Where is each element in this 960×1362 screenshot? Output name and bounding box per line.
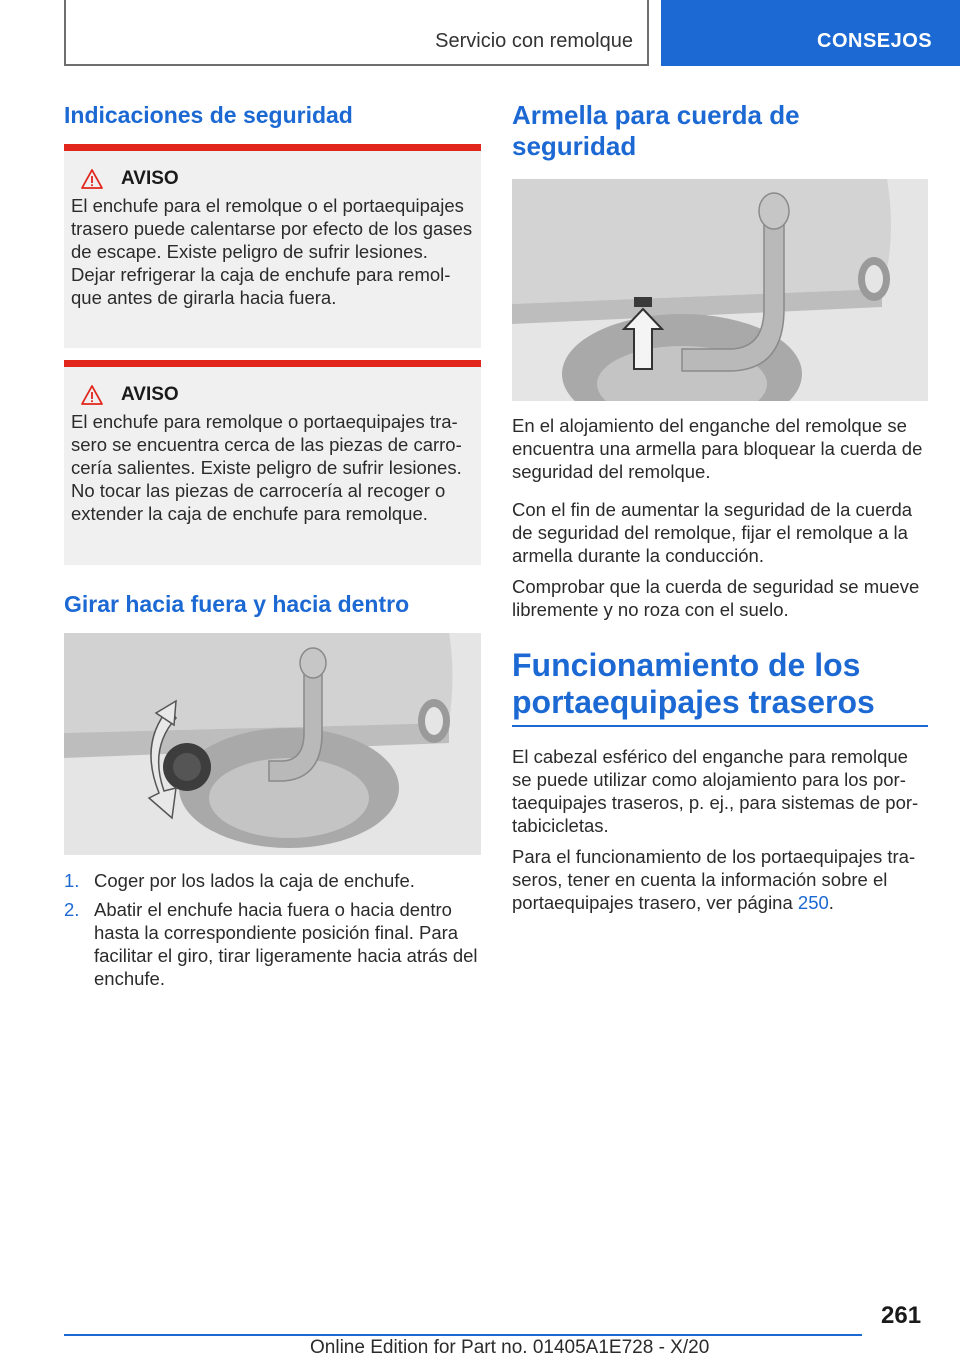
socket-rotation-illustration [64, 633, 481, 855]
step-number: 2. [64, 899, 80, 920]
heading-rotate: Girar hacia fuera y hacia dentro [64, 591, 410, 617]
paragraph-eyelet-location: En el alojamiento del enganche del remolque se encuentra una armella para bloquear la cuerda de seguridad del remolque. [512, 415, 923, 482]
list-item [64, 869, 481, 892]
warning-triangle-icon [81, 169, 103, 189]
header-chapter-tab[interactable]: CONSEJOS [661, 0, 960, 66]
list-item [64, 898, 481, 990]
warning-text-2: El enchufe para remolque o portaequipajes trasero se encuentra cerca de las piezas de carrocería salientes. Existe peligro de sufrir lesiones. No tocar las piezas de carrocería al recoger o extender la caja de enchufe para remolque. [71, 411, 462, 524]
chapter-heading-carriers: Funcionamiento de los portaequipajes traseros [512, 647, 928, 727]
page-link-250[interactable]: 250 [797, 892, 829, 913]
paragraph-eyelet-usage: Con el fin de aumentar la seguridad de la cuerda de seguridad del remolque, fijar el remolque a la armella durante la conducción. [512, 499, 913, 566]
page-number: 261 [881, 1302, 922, 1329]
carrier-info-end: . [828, 892, 834, 913]
warning-header-1 [71, 168, 474, 190]
heading-eyelet: Armella para cuerda de seguridad [512, 100, 800, 161]
footer-edition: Online Edition for Part no. 01405A1E728 - X/20 [310, 1337, 710, 1358]
step-number: 1. [64, 870, 80, 891]
header-frame [64, 0, 649, 66]
warning-title-2: AVISO [121, 384, 179, 405]
warning-text-1: El enchufe para el remolque o el portaequipajes trasero puede calentarse por efecto de los gases de escape. Existe peligro de sufrir lesiones. Dejar refrigerar la caja de enchufe para remolque antes de girarla hacia fuera. [71, 195, 473, 308]
left-column [64, 100, 481, 996]
steps-list [64, 869, 481, 990]
figure-socket-rotation [64, 633, 481, 855]
warning-box-1 [64, 144, 481, 348]
figure-safety-eyelet [512, 179, 928, 401]
step-text: Coger por los lados la caja de enchufe. [94, 870, 415, 891]
warning-header-2 [71, 384, 474, 406]
warning-triangle-icon [81, 385, 103, 405]
paragraph-carrier-info [512, 845, 928, 914]
carrier-info-text: Para el funcionamiento de los portaequipajes traseros, tener en cuenta la información sobre el portaequipajes trasero, ver página [512, 846, 916, 913]
heading-safety: Indicaciones de seguridad [64, 102, 353, 128]
warning-title-1: AVISO [121, 168, 179, 189]
right-column [512, 100, 928, 914]
header-section-title: Servicio con remolque [435, 30, 633, 52]
footer-divider [64, 1334, 862, 1336]
paragraph-cord-check: Comprobar que la cuerda de seguridad se mueve libremente y no roza con el suelo. [512, 576, 920, 620]
paragraph-ball-head: El cabezal esférico del enganche para remolque se puede utilizar como alojamiento para los portaequipajes traseros, p. ej., para sistemas de portabicicletas. [512, 746, 919, 836]
warning-box-2 [64, 360, 481, 565]
safety-eyelet-illustration [512, 179, 928, 401]
step-text: Abatir el enchufe hacia fuera o hacia dentro hasta la correspondiente posición final. Para facilitar el giro, tirar ligeramente hacia atrás del enchufe. [94, 899, 478, 989]
